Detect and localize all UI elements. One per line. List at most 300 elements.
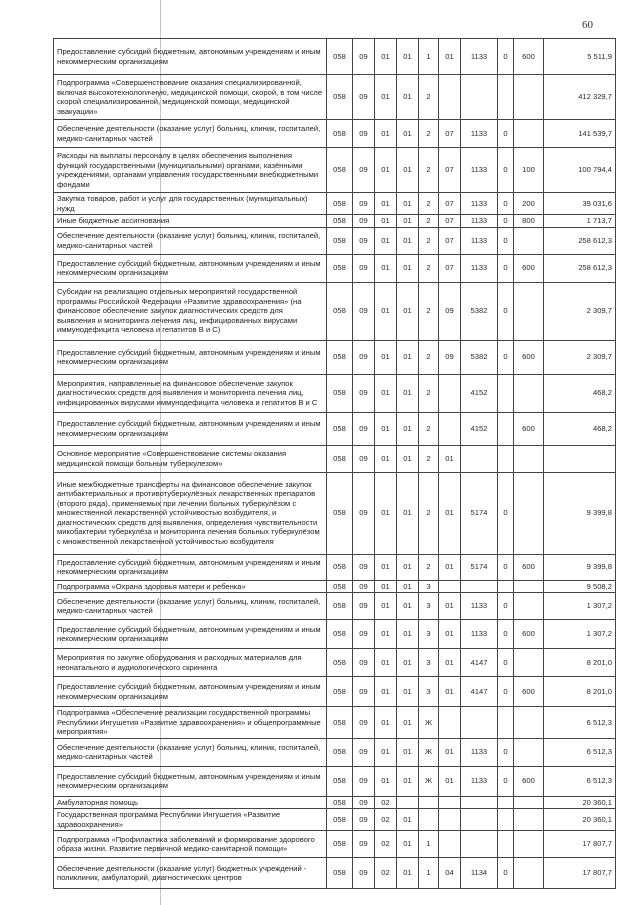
row-expense-type-code: 600: [514, 340, 544, 374]
row-amount: 468,2: [544, 374, 616, 412]
row-section-code: 09: [353, 580, 375, 593]
row-subsection-code: 01: [375, 593, 397, 620]
row-subprogram-code: 1: [419, 39, 439, 75]
row-direction-suffix: 0: [498, 340, 514, 374]
row-ved-code: 058: [327, 796, 353, 809]
table-row: [54, 148, 616, 193]
table-row: [54, 472, 616, 554]
table-row: [54, 858, 616, 889]
row-name: Предоставление субсидий бюджетным, автономным учреждениям и иным некоммерческим организациям: [54, 412, 327, 445]
row-section-code: 09: [353, 858, 375, 889]
row-program-code: 01: [397, 374, 419, 412]
row-subprogram-code: 2: [419, 215, 439, 228]
row-subsection-code: 01: [375, 193, 397, 215]
row-direction-code: 1133: [461, 120, 498, 148]
row-direction-code: 1133: [461, 254, 498, 282]
row-subsection-code: 01: [375, 620, 397, 649]
row-expense-type-code: [514, 858, 544, 889]
row-ved-code: 058: [327, 282, 353, 340]
row-name: Предоставление субсидий бюджетным, автономным учреждениям и иным некоммерческим организациям: [54, 39, 327, 75]
row-section-code: 09: [353, 75, 375, 120]
row-subsection-code: 01: [375, 227, 397, 254]
row-name: Подпрограмма «Профилактика заболеваний и формирование здорового образа жизни. Развитие первичной медико-санитарной помощи»: [54, 831, 327, 858]
row-program-code: 01: [397, 254, 419, 282]
table-row: [54, 282, 616, 340]
row-section-code: 09: [353, 677, 375, 707]
row-expense-type-code: 600: [514, 554, 544, 580]
row-direction-code: 4147: [461, 649, 498, 677]
row-direction-code: [461, 707, 498, 739]
row-subprogram-code: 2: [419, 227, 439, 254]
row-section-code: 09: [353, 412, 375, 445]
row-program-code: 01: [397, 766, 419, 796]
row-ved-code: 058: [327, 75, 353, 120]
row-amount: 6 512,3: [544, 766, 616, 796]
row-subprogram-code: Ж: [419, 766, 439, 796]
row-name: Обеспечение деятельности (оказание услуг) бюджетных учреждений - поликлиник, амбулаторий, диагностических центров: [54, 858, 327, 889]
row-ved-code: 058: [327, 412, 353, 445]
row-expense-type-code: [514, 593, 544, 620]
row-ved-code: 058: [327, 809, 353, 831]
row-ved-code: 058: [327, 593, 353, 620]
row-amount: [544, 445, 616, 472]
row-direction-code: [461, 445, 498, 472]
row-section-code: 09: [353, 796, 375, 809]
row-subprogram-code: 1: [419, 858, 439, 889]
row-ved-code: 058: [327, 649, 353, 677]
row-event-code: 01: [439, 677, 461, 707]
row-event-code: 07: [439, 215, 461, 228]
row-event-code: 01: [439, 554, 461, 580]
row-section-code: 09: [353, 766, 375, 796]
row-subsection-code: 01: [375, 282, 397, 340]
row-program-code: 01: [397, 148, 419, 193]
row-direction-code: 1133: [461, 766, 498, 796]
row-ved-code: 058: [327, 215, 353, 228]
row-program-code: 01: [397, 580, 419, 593]
row-event-code: 04: [439, 858, 461, 889]
row-direction-suffix: [498, 412, 514, 445]
row-expense-type-code: [514, 374, 544, 412]
row-section-code: 09: [353, 340, 375, 374]
row-ved-code: 058: [327, 374, 353, 412]
row-program-code: 01: [397, 39, 419, 75]
row-direction-suffix: 0: [498, 148, 514, 193]
row-direction-code: 5174: [461, 554, 498, 580]
row-section-code: 09: [353, 148, 375, 193]
row-event-code: 07: [439, 193, 461, 215]
row-name: Подпрограмма «Совершенствование оказания специализированной, включая высокотехнологичную, медицинской помощи, скорой, в том числе скорой специализированной, медицинской помощи, медицинской эвакуации»: [54, 75, 327, 120]
row-direction-suffix: 0: [498, 593, 514, 620]
row-subsection-code: 01: [375, 554, 397, 580]
row-direction-code: 1133: [461, 193, 498, 215]
row-ved-code: 058: [327, 831, 353, 858]
row-subprogram-code: Ж: [419, 738, 439, 766]
row-section-code: 09: [353, 193, 375, 215]
table-row: [54, 75, 616, 120]
row-subprogram-code: 3: [419, 649, 439, 677]
budget-table-body: [54, 39, 616, 889]
row-ved-code: 058: [327, 472, 353, 554]
table-row: [54, 227, 616, 254]
row-direction-suffix: 0: [498, 858, 514, 889]
row-program-code: 01: [397, 554, 419, 580]
row-direction-suffix: 0: [498, 254, 514, 282]
row-section-code: 09: [353, 254, 375, 282]
row-subprogram-code: 2: [419, 412, 439, 445]
row-name: Иные межбюджетные трансферты на финансовое обеспечение закупок антибактериальных и противотуберкулёзных лекарственных препаратов (второго ряда), применяемых при лечении больных туберкулёзом с множественной лекарственной устойчивостью возбудителя, и диагностических средств для выявления, определения чувствительности микобактерии туберкулёза и мониторинга лечения больных туберкулёзом с множественной лекарственной устойчивостью возбудителя: [54, 472, 327, 554]
row-expense-type-code: 600: [514, 677, 544, 707]
row-expense-type-code: 600: [514, 39, 544, 75]
row-program-code: 01: [397, 193, 419, 215]
row-direction-code: 4152: [461, 374, 498, 412]
row-program-code: 01: [397, 707, 419, 739]
row-expense-type-code: [514, 75, 544, 120]
row-name: Обеспечение деятельности (оказание услуг) больниц, клиник, госпиталей, медико-санитарных частей: [54, 120, 327, 148]
row-direction-code: [461, 796, 498, 809]
row-subprogram-code: 3: [419, 580, 439, 593]
table-row: [54, 39, 616, 75]
row-event-code: 07: [439, 254, 461, 282]
row-amount: 258 612,3: [544, 254, 616, 282]
row-expense-type-code: [514, 120, 544, 148]
row-subprogram-code: 2: [419, 374, 439, 412]
row-program-code: 01: [397, 340, 419, 374]
row-amount: 9 399,8: [544, 472, 616, 554]
row-subprogram-code: 2: [419, 472, 439, 554]
row-name: Основное мероприятие «Совершенствование системы оказания медицинской помощи больным туберкулезом»: [54, 445, 327, 472]
row-direction-code: 1133: [461, 593, 498, 620]
row-subsection-code: 01: [375, 677, 397, 707]
row-amount: 9 399,8: [544, 554, 616, 580]
row-ved-code: 058: [327, 580, 353, 593]
row-name: Иные бюджетные ассигнования: [54, 215, 327, 228]
row-subsection-code: 01: [375, 707, 397, 739]
row-section-code: 09: [353, 39, 375, 75]
row-expense-type-code: 600: [514, 254, 544, 282]
row-ved-code: 058: [327, 340, 353, 374]
row-event-code: 01: [439, 445, 461, 472]
row-name: Предоставление субсидий бюджетным, автономным учреждениям и иным некоммерческим организациям: [54, 620, 327, 649]
row-event-code: 07: [439, 227, 461, 254]
table-row: [54, 707, 616, 739]
row-amount: 6 512,3: [544, 707, 616, 739]
row-direction-suffix: 0: [498, 227, 514, 254]
row-subsection-code: 02: [375, 858, 397, 889]
row-program-code: 01: [397, 831, 419, 858]
row-amount: 2 309,7: [544, 340, 616, 374]
row-subprogram-code: 2: [419, 254, 439, 282]
row-name: Государственная программа Республики Ингушетия «Развитие здравоохранения»: [54, 809, 327, 831]
row-amount: 468,2: [544, 412, 616, 445]
row-expense-type-code: 200: [514, 193, 544, 215]
row-section-code: 09: [353, 120, 375, 148]
row-event-code: [439, 809, 461, 831]
row-direction-code: 5174: [461, 472, 498, 554]
row-direction-code: 1133: [461, 148, 498, 193]
row-program-code: 01: [397, 649, 419, 677]
row-event-code: 07: [439, 148, 461, 193]
row-event-code: [439, 796, 461, 809]
row-ved-code: 058: [327, 39, 353, 75]
row-subprogram-code: 3: [419, 620, 439, 649]
row-amount: 6 512,3: [544, 738, 616, 766]
row-subprogram-code: 2: [419, 282, 439, 340]
table-row: [54, 649, 616, 677]
row-event-code: [439, 831, 461, 858]
row-ved-code: 058: [327, 254, 353, 282]
row-program-code: 01: [397, 282, 419, 340]
row-direction-suffix: 0: [498, 215, 514, 228]
row-subsection-code: 01: [375, 649, 397, 677]
row-subprogram-code: 2: [419, 120, 439, 148]
table-row: [54, 193, 616, 215]
row-event-code: 01: [439, 472, 461, 554]
row-amount: 141 539,7: [544, 120, 616, 148]
budget-table: [53, 38, 616, 889]
row-section-code: 09: [353, 282, 375, 340]
row-ved-code: 058: [327, 120, 353, 148]
row-program-code: 01: [397, 120, 419, 148]
row-expense-type-code: 800: [514, 215, 544, 228]
row-direction-suffix: 0: [498, 472, 514, 554]
row-ved-code: 058: [327, 193, 353, 215]
row-section-code: 09: [353, 593, 375, 620]
row-section-code: 09: [353, 472, 375, 554]
row-direction-code: 1134: [461, 858, 498, 889]
row-expense-type-code: [514, 472, 544, 554]
row-amount: 8 201,0: [544, 677, 616, 707]
row-subprogram-code: [419, 809, 439, 831]
row-program-code: 01: [397, 677, 419, 707]
row-ved-code: 058: [327, 677, 353, 707]
row-subprogram-code: 2: [419, 445, 439, 472]
table-row: [54, 445, 616, 472]
row-subsection-code: 01: [375, 445, 397, 472]
table-row: [54, 809, 616, 831]
row-subsection-code: 01: [375, 39, 397, 75]
row-expense-type-code: [514, 649, 544, 677]
row-subprogram-code: 3: [419, 593, 439, 620]
row-subsection-code: 01: [375, 215, 397, 228]
row-expense-type-code: [514, 796, 544, 809]
table-row: [54, 120, 616, 148]
row-direction-code: [461, 809, 498, 831]
row-subprogram-code: 1: [419, 831, 439, 858]
row-event-code: 01: [439, 620, 461, 649]
row-direction-suffix: 0: [498, 120, 514, 148]
row-subsection-code: 01: [375, 738, 397, 766]
row-name: Мероприятия, направленные на финансовое обеспечение закупок диагностических средств для выявления и мониторинга лечения лиц, инфицированных вирусами иммунодефицита человека и гепатитов В и С: [54, 374, 327, 412]
row-program-code: 01: [397, 593, 419, 620]
row-subprogram-code: 2: [419, 193, 439, 215]
row-name: Предоставление субсидий бюджетным, автономным учреждениям и иным некоммерческим организациям: [54, 766, 327, 796]
row-direction-suffix: [498, 809, 514, 831]
row-subsection-code: 01: [375, 412, 397, 445]
row-direction-code: [461, 831, 498, 858]
row-subsection-code: 01: [375, 340, 397, 374]
row-name: Предоставление субсидий бюджетным, автономным учреждениям и иным некоммерческим организациям: [54, 340, 327, 374]
row-event-code: [439, 412, 461, 445]
row-direction-suffix: 0: [498, 193, 514, 215]
row-subsection-code: 01: [375, 472, 397, 554]
row-event-code: 01: [439, 766, 461, 796]
row-event-code: 01: [439, 593, 461, 620]
row-section-code: 09: [353, 809, 375, 831]
table-row: [54, 620, 616, 649]
row-event-code: 01: [439, 649, 461, 677]
page-number: 60: [582, 19, 593, 31]
row-subprogram-code: Ж: [419, 707, 439, 739]
row-subsection-code: 02: [375, 809, 397, 831]
table-row: [54, 215, 616, 228]
row-direction-suffix: 0: [498, 766, 514, 796]
row-expense-type-code: [514, 809, 544, 831]
row-expense-type-code: 600: [514, 766, 544, 796]
row-subsection-code: 01: [375, 254, 397, 282]
row-program-code: 01: [397, 858, 419, 889]
row-name: Мероприятия по закупке оборудования и расходных материалов для неонатального и аудиологического скрининга: [54, 649, 327, 677]
row-program-code: 01: [397, 215, 419, 228]
row-section-code: 09: [353, 215, 375, 228]
row-event-code: 09: [439, 340, 461, 374]
row-amount: 412 329,7: [544, 75, 616, 120]
row-subsection-code: 01: [375, 374, 397, 412]
row-amount: 2 309,7: [544, 282, 616, 340]
row-name: Расходы на выплаты персоналу в целях обеспечения выполнения функций государственными (муниципальными) органами, казёнными учреждениями, органами управления государственными внебюджетными фондами: [54, 148, 327, 193]
row-direction-suffix: [498, 707, 514, 739]
row-direction-code: 1133: [461, 738, 498, 766]
row-ved-code: 058: [327, 554, 353, 580]
row-program-code: 01: [397, 738, 419, 766]
table-row: [54, 738, 616, 766]
row-direction-suffix: 0: [498, 554, 514, 580]
row-subsection-code: 01: [375, 766, 397, 796]
row-amount: 17 807,7: [544, 858, 616, 889]
row-direction-suffix: [498, 796, 514, 809]
row-section-code: 09: [353, 831, 375, 858]
row-amount: 8 201,0: [544, 649, 616, 677]
row-direction-code: 1133: [461, 620, 498, 649]
row-event-code: [439, 580, 461, 593]
row-ved-code: 058: [327, 766, 353, 796]
row-amount: 1 307,2: [544, 620, 616, 649]
row-ved-code: 058: [327, 227, 353, 254]
row-event-code: 07: [439, 120, 461, 148]
table-row: [54, 677, 616, 707]
row-subprogram-code: 2: [419, 340, 439, 374]
table-row: [54, 831, 616, 858]
row-expense-type-code: [514, 580, 544, 593]
row-name: Предоставление субсидий бюджетным, автономным учреждениям и иным некоммерческим организациям: [54, 254, 327, 282]
row-direction-code: 4152: [461, 412, 498, 445]
row-name: Обеспечение деятельности (оказание услуг) больниц, клиник, госпиталей, медико-санитарных частей: [54, 227, 327, 254]
row-subprogram-code: 2: [419, 554, 439, 580]
row-direction-code: 1133: [461, 227, 498, 254]
row-direction-suffix: 0: [498, 620, 514, 649]
row-subsection-code: 02: [375, 831, 397, 858]
row-section-code: 09: [353, 227, 375, 254]
row-name: Предоставление субсидий бюджетным, автономным учреждениям и иным некоммерческим организациям: [54, 554, 327, 580]
row-subprogram-code: 3: [419, 677, 439, 707]
row-name: Закупка товаров, работ и услуг для государственных (муниципальных) нужд: [54, 193, 327, 215]
row-program-code: 01: [397, 620, 419, 649]
row-event-code: 01: [439, 39, 461, 75]
row-section-code: 09: [353, 649, 375, 677]
row-program-code: 01: [397, 809, 419, 831]
row-program-code: 01: [397, 75, 419, 120]
row-subsection-code: 01: [375, 75, 397, 120]
row-amount: 20 360,1: [544, 809, 616, 831]
row-program-code: 01: [397, 472, 419, 554]
row-amount: 9 508,2: [544, 580, 616, 593]
row-direction-suffix: 0: [498, 649, 514, 677]
row-section-code: 09: [353, 374, 375, 412]
row-program-code: 01: [397, 445, 419, 472]
table-row: [54, 554, 616, 580]
row-direction-code: 4147: [461, 677, 498, 707]
row-name: Обеспечение деятельности (оказание услуг) больниц, клиник, госпиталей, медико-санитарных частей: [54, 593, 327, 620]
row-subprogram-code: 2: [419, 75, 439, 120]
row-ved-code: 058: [327, 445, 353, 472]
row-expense-type-code: 600: [514, 620, 544, 649]
row-program-code: 01: [397, 412, 419, 445]
row-direction-code: 1133: [461, 215, 498, 228]
row-section-code: 09: [353, 554, 375, 580]
row-amount: 5 511,9: [544, 39, 616, 75]
row-section-code: 09: [353, 445, 375, 472]
table-row: [54, 340, 616, 374]
row-direction-code: [461, 75, 498, 120]
row-name: Обеспечение деятельности (оказание услуг) больниц, клиник, госпиталей, медико-санитарных частей: [54, 738, 327, 766]
row-program-code: 01: [397, 227, 419, 254]
table-row: [54, 580, 616, 593]
row-direction-suffix: [498, 831, 514, 858]
row-direction-code: 1133: [461, 39, 498, 75]
row-section-code: 09: [353, 738, 375, 766]
row-direction-suffix: 0: [498, 39, 514, 75]
row-direction-suffix: [498, 445, 514, 472]
row-section-code: 09: [353, 620, 375, 649]
row-expense-type-code: [514, 831, 544, 858]
row-amount: 1 713,7: [544, 215, 616, 228]
row-event-code: [439, 374, 461, 412]
row-amount: 39 031,6: [544, 193, 616, 215]
table-row: [54, 254, 616, 282]
row-name: Субсидии на реализацию отдельных мероприятий государственной программы Российской Федерации «Развитие здравоохранения» (на финансовое обеспечение закупок диагностических средств для выявления и мониторинга лечения лиц, инфицированных вирусами иммунодефицита человека и гепатитов В и С): [54, 282, 327, 340]
row-ved-code: 058: [327, 707, 353, 739]
row-ved-code: 058: [327, 738, 353, 766]
row-subprogram-code: [419, 796, 439, 809]
row-direction-suffix: 0: [498, 282, 514, 340]
table-row: [54, 593, 616, 620]
row-subprogram-code: 2: [419, 148, 439, 193]
row-event-code: 09: [439, 282, 461, 340]
row-direction-code: 5382: [461, 282, 498, 340]
table-row: [54, 412, 616, 445]
row-amount: 100 794,4: [544, 148, 616, 193]
row-direction-suffix: [498, 75, 514, 120]
row-direction-suffix: [498, 580, 514, 593]
row-expense-type-code: 100: [514, 148, 544, 193]
row-section-code: 09: [353, 707, 375, 739]
row-subsection-code: 01: [375, 148, 397, 193]
row-subsection-code: 01: [375, 120, 397, 148]
table-row: [54, 374, 616, 412]
row-direction-suffix: [498, 374, 514, 412]
row-name: Подпрограмма «Обеспечение реализации государственной программы Республики Ингушетия «Развитие здравоохранения» и общепрограммные мероприятия»: [54, 707, 327, 739]
row-amount: 1 307,2: [544, 593, 616, 620]
